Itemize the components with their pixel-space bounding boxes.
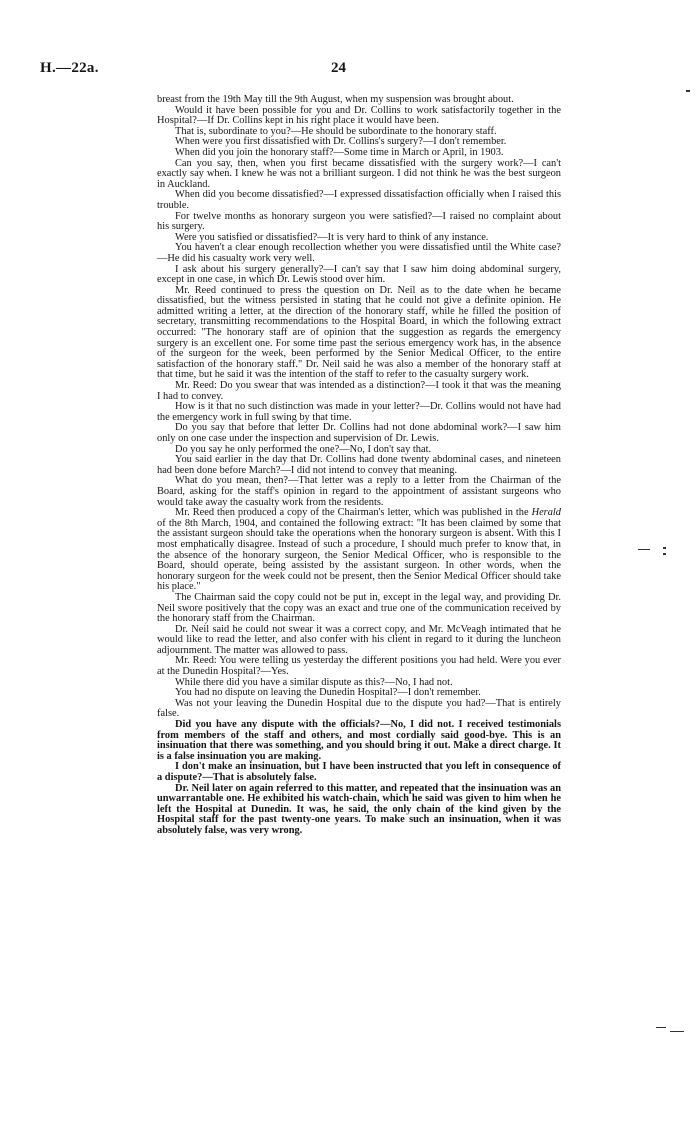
margin-mark	[670, 1031, 684, 1032]
paragraph: Was not your leaving the Dunedin Hospital due to the dispute you had?—That is entirely false.	[157, 697, 561, 720]
page-header	[0, 60, 700, 82]
document-code: H.—22a.	[40, 60, 99, 76]
paragraph: Can you say, then, when you first became dissatisfied with the surgery work?—I can't exactly say when. I knew he was not a brilliant surgeon. I did not think he was the best surgeon in Auckland.	[157, 157, 561, 190]
paragraph: While there did you have a similar dispute as this?—No, I had not.	[175, 676, 453, 688]
paragraph-text: of the 8th March, 1904, and contained the following extract: "It has been claimed by some that the assistant surgeon should take the operations when the honorary surgeon is absent. With this I most emphatically disagree. Instead of such a procedure, I should much prefer to know that, in the absence of the honorary surgeon, the Senior Medical Officer, who is responsible to the Board, should operate, being assisted by the assistant surgeon. In other words, when the honorary surgeon for the week could not be present, then the Senior Medical Officer should take his place."	[157, 517, 561, 593]
newspaper-title: Herald	[531, 507, 561, 519]
paragraph: For twelve months as honorary surgeon you were satisfied?—I raised no complaint about his surgery.	[157, 210, 561, 233]
margin-mark	[663, 547, 666, 549]
paragraph: When were you first dissatisfied with Dr. Collins's surgery?—I don't remember.	[175, 136, 507, 148]
paragraph: What do you mean, then?—That letter was a reply to a letter from the Chairman of the Board, asking for the staff's opinion in regard to the appointment of assistant surgeons who would take away the casualty work from the residents.	[157, 475, 561, 508]
paragraph: Mr. Reed: You were telling us yesterday the different positions you had held. Were you ever at the Dunedin Hospital?—Yes.	[157, 655, 561, 678]
paragraph: Do you say that before that letter Dr. Collins had not done abdominal work?—I saw him only on one case under the inspection and supervision of Dr. Lewis.	[157, 422, 561, 444]
paragraph: Did you have any dispute with the officials?—No, I did not. I received testimonials from members of the staff and others, and most cordially said good-bye. This is an insinuation that there was something, and you should bring it out. Make a direct charge. It is a false insinuation you are making.	[157, 719, 561, 762]
paragraph: Were you satisfied or dissatisfied?—It is very hard to think of any instance.	[175, 231, 489, 243]
paragraph: The Chairman said the copy could not be put in, except in the legal way, and providing Dr. Neil swore positively that the copy was an exact and true one of the communication received by the honorary staff from the Chairman.	[157, 591, 561, 625]
paragraph: Dr. Neil later on again referred to this matter, and repeated that the insinuation was an unwarrantable one. He exhibited his watch-chain, which he said was given to him when he left the Hospital at Dunedin. It was, he said, the only chain of the kind given by the Hospital staff for the past twenty-one years. To make such an insinuation, when it was absolutely false, was very wrong.	[157, 782, 561, 836]
margin-mark	[663, 553, 666, 555]
paragraph: You said earlier in the day that Dr. Collins had done twenty abdominal cases, and nineteen had been done before March?—I did not intend to convey that meaning.	[157, 454, 561, 476]
page-number: 24	[331, 60, 346, 76]
paragraph: You haven't a clear enough recollection whether you were dissatisfied until the White case?—He did his casualty work very well.	[157, 242, 561, 264]
paragraph: That is, subordinate to you?—He should be subordinate to the honorary staff.	[175, 125, 497, 137]
paragraph: I don't make an insinuation, but I have been instructed that you left in consequence of a dispute?—That is absolutely false.	[157, 761, 561, 783]
margin-mark	[638, 549, 650, 550]
paragraph: Mr. Reed: Do you swear that was intended as a distinction?—I took it that was the meaning I had to convey.	[157, 380, 561, 402]
paragraph: I ask about his surgery generally?—I can't say that I saw him doing abdominal surgery, except in one case, in which Dr. Lewis stood over him.	[157, 263, 561, 286]
paragraph: When did you join the honorary staff?—Some time in March or April, in 1903.	[175, 146, 504, 158]
page-body	[157, 95, 561, 837]
paragraph: Do you say he only performed the one?—No, I don't say that.	[175, 443, 432, 455]
paragraph	[157, 508, 561, 593]
paragraph-text: Mr. Reed then produced a copy of the Chairman's letter, which was published in the	[175, 507, 532, 519]
margin-mark	[656, 1027, 666, 1028]
paragraph: How is it that no such distinction was made in your letter?—Dr. Collins would not have had the emergency work in full swing by that time.	[157, 401, 561, 423]
paragraph: breast from the 19th May till the 9th August, when my suspension was brought about.	[157, 94, 514, 105]
paragraph: Mr. Reed continued to press the question on Dr. Neil as to the date when he became dissatisfied, but the witness persisted in stating that he could not give a definite opinion. He admitted writing a letter, at the direction of the honorary staff, while he filled the position of secretary, transmitting recommendations to the Hospital Board, in which the following extract occurred: "The honorary staff are of opinion that the suggestion as regards the emergency surgery is an excellent one. For some time past the serious emergency work has, in the absence of the surgeon for the week, been performed by the Senior Medical Officer, to the entire satisfaction of the honorary staff." Dr. Neil said he was also a member of the honorary staff at that time, but he said it was the intention of the staff to refer to the casualty surgery work.	[157, 284, 561, 381]
margin-mark	[686, 90, 690, 92]
paragraph: You had no dispute on leaving the Dunedin Hospital?—I don't remember.	[175, 687, 481, 699]
paragraph: Dr. Neil said he could not swear it was a correct copy, and Mr. McVeagh intimated that he would like to read the letter, and also confer with his client in regard to it during the luncheon adjournment. The matter was allowed to pass.	[157, 623, 561, 656]
paragraph: When did you become dissatisfied?—I expressed dissatisfaction officially when I raised this trouble.	[157, 189, 561, 211]
paragraph: Would it have been possible for you and Dr. Collins to work satisfactorily together in the Hospital?—If Dr. Collins kept in his right place it would have been.	[157, 104, 561, 127]
